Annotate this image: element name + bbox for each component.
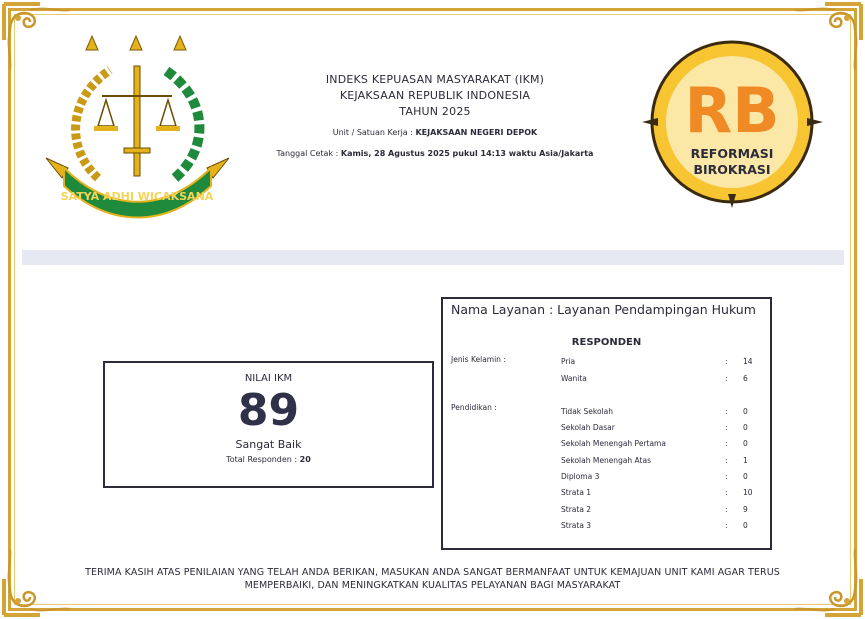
list-item (561, 374, 761, 386)
row-colon: : (725, 521, 728, 530)
row-colon: : (725, 488, 728, 497)
row-value: 0 (743, 472, 748, 481)
row-value: 6 (743, 374, 748, 383)
respondent-card (441, 297, 772, 550)
row-colon: : (725, 439, 728, 448)
section-divider (22, 250, 844, 265)
unit-label: Unit / Satuan Kerja : (332, 128, 416, 137)
respondent-title: RESPONDEN (571, 337, 642, 348)
footer-line-1: TERIMA KASIH ATAS PENILAIAN YANG TELAH ANDA BERIKAN, MASUKAN ANDA SANGAT BERMANFAAT UNTUK KEMAJUAN UNIT KAMI AGAR TERUS (85, 567, 780, 578)
footer-line-2: MEMPERBAIKI, DAN MENINGKATKAN KUALITAS PELAYANAN BAGI MASYARAKAT (244, 580, 621, 591)
row-value: 0 (743, 423, 748, 432)
total-respondents-label: Total Responden : (226, 455, 300, 464)
row-value: 10 (743, 488, 753, 497)
header-title: INDEKS KEPUASAN MASYARAKAT (IKM) (325, 73, 545, 86)
report-header (270, 72, 600, 158)
kejaksaan-emblem-logo (40, 28, 235, 223)
total-respondents-value: 20 (299, 455, 311, 464)
ikm-score-card (103, 361, 434, 488)
row-colon: : (725, 456, 728, 465)
gender-group-label: Jenis Kelamin : (451, 355, 506, 364)
print-date-label: Tanggal Cetak : (276, 149, 341, 158)
ikm-label: NILAI IKM (244, 373, 293, 384)
rb-letters: RB (684, 74, 780, 147)
row-label: Wanita (561, 374, 587, 383)
service-value: Layanan Pendampingan Hukum (557, 302, 756, 317)
list-item (561, 472, 761, 484)
row-value: 14 (743, 357, 753, 366)
rb-line2: BIROKRASI (693, 162, 771, 177)
print-date-value: Kamis, 28 Agustus 2025 pukul 14:13 waktu Asia/Jakarta (340, 149, 594, 158)
thank-you-message (60, 566, 805, 592)
list-item (561, 488, 761, 500)
row-value: 0 (743, 439, 748, 448)
row-value: 1 (743, 456, 748, 465)
list-item (561, 357, 761, 369)
row-label: Sekolah Menengah Pertama (561, 439, 666, 448)
row-label: Diploma 3 (561, 472, 600, 481)
header-unit (270, 128, 600, 137)
reformasi-birokrasi-logo (640, 36, 825, 208)
emblem-motto: SATYA ADHI WICAKSANA (60, 190, 214, 203)
row-colon: : (725, 357, 728, 366)
row-colon: : (725, 472, 728, 481)
list-item (561, 505, 761, 517)
row-colon: : (725, 374, 728, 383)
row-colon: : (725, 423, 728, 432)
list-item (561, 521, 761, 533)
education-group-label: Pendidikan : (451, 403, 497, 412)
row-label: Strata 2 (561, 505, 592, 514)
service-name (451, 302, 756, 317)
list-item (561, 439, 761, 451)
list-item (561, 407, 761, 419)
header-print-date (270, 149, 600, 158)
row-value: 0 (743, 521, 748, 530)
list-item (561, 456, 761, 468)
row-colon: : (725, 505, 728, 514)
unit-value: KEJAKSAAN NEGERI DEPOK (415, 128, 538, 137)
rb-line1: REFORMASI (690, 146, 774, 161)
row-label: Strata 3 (561, 521, 592, 530)
row-label: Sekolah Dasar (561, 423, 615, 432)
list-item (561, 423, 761, 435)
row-value: 9 (743, 505, 748, 514)
header-year: TAHUN 2025 (399, 105, 471, 118)
header-institution: KEJAKSAAN REPUBLIK INDONESIA (339, 89, 531, 102)
row-label: Tidak Sekolah (561, 407, 613, 416)
row-label: Strata 1 (561, 488, 592, 497)
row-label: Pria (561, 357, 576, 366)
ikm-category: Sangat Baik (235, 438, 302, 451)
row-value: 0 (743, 407, 748, 416)
service-label: Nama Layanan : (451, 302, 558, 317)
total-respondents (105, 455, 432, 464)
ikm-value: 89 (237, 385, 300, 436)
row-label: Sekolah Menengah Atas (561, 456, 651, 465)
row-colon: : (725, 407, 728, 416)
